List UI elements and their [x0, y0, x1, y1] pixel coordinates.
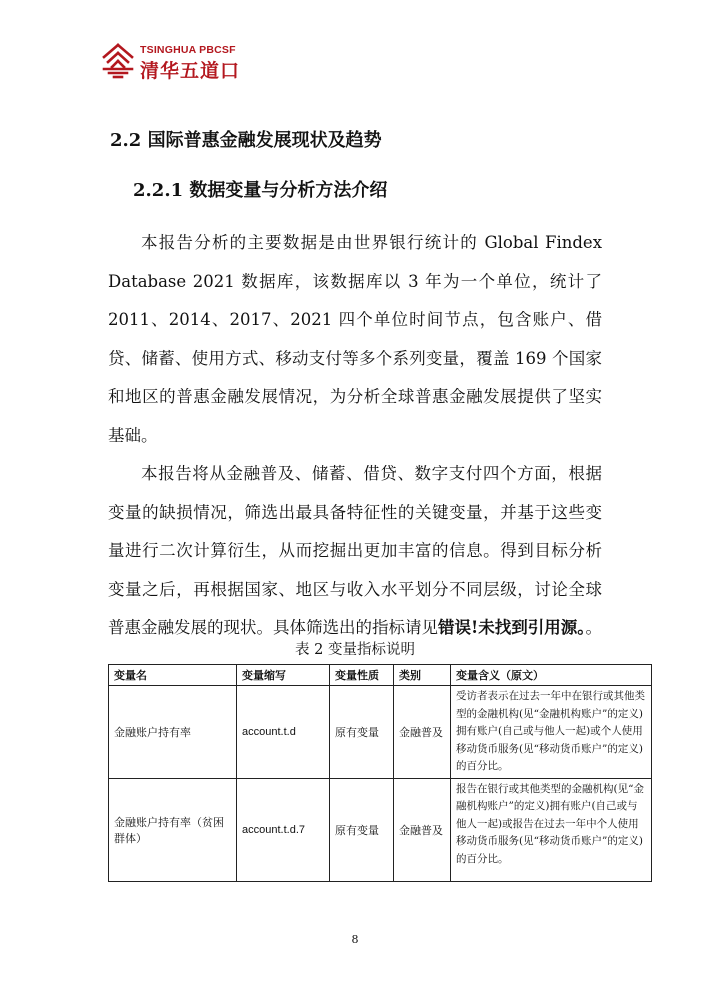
body-text	[108, 224, 602, 648]
table-header-row	[109, 665, 652, 686]
logo-english-text: TSINGHUA PBCSF	[140, 44, 236, 56]
variable-nature-cell: 原有变量	[330, 778, 394, 881]
variable-meaning-text: 报告在银行或其他类型的金融机构(见“金融机构账户”的定义)拥有账户(自己或与他人一起)或报告在过去一年中个人使用移动货币服务(见“移动货币账户”的定义)的百分比。	[456, 782, 644, 865]
table-row	[109, 778, 652, 881]
section-heading: 2.2 国际普惠金融发展现状及趋势	[110, 130, 382, 151]
tsinghua-pbcsf-logo	[100, 40, 260, 90]
table-caption: 表 2 变量指标说明	[295, 642, 415, 658]
variable-table	[108, 664, 652, 882]
subsection-heading: 2.2.1 数据变量与分析方法介绍	[133, 180, 388, 201]
variable-code-cell: account.t.d	[237, 686, 330, 779]
variable-category-cell: 金融普及	[394, 686, 451, 779]
paragraph-2-end: 。	[585, 618, 602, 637]
variable-nature-cell: 原有变量	[330, 686, 394, 779]
variable-meaning-cell: 受访者表示在过去一年中在银行或其他类型的金融机构(见“金融机构账户”的定义)拥有账户(自己或与他人一起)或个人使用移动货币服务(见“移动货币账户”的定义)的百分比。	[451, 686, 652, 779]
column-header: 变量名	[109, 665, 237, 686]
variable-code-cell: account.t.d.7	[237, 778, 330, 881]
logo-mark-icon	[100, 42, 136, 82]
broken-reference: 错误!未找到引用源。	[438, 618, 586, 637]
paragraph-2-main: 本报告将从金融普及、储蓄、借贷、数字支付四个方面，根据变量的缺损情况，筛选出最具备特征性的关键变量，并基于这些变量进行二次计算衍生，从而挖掘出更加丰富的信息。得到目标分析变量之后，再根据国家、地区与收入水平划分不同层级，讨论全球普惠金融发展的现状。具体筛选出的指标请见	[108, 464, 602, 637]
column-header: 变量含义（原文）	[451, 665, 652, 686]
variable-name-cell: 金融账户持有率	[109, 686, 237, 779]
page-number: 8	[351, 933, 359, 946]
variable-meaning-cell	[451, 778, 652, 881]
logo-chinese-text: 清华五道口	[140, 60, 241, 82]
variable-name-cell: 金融账户持有率（贫困群体）	[109, 778, 237, 881]
table-row	[109, 686, 652, 779]
paragraph-2	[108, 455, 602, 648]
paragraph-1: 本报告分析的主要数据是由世界银行统计的 Global Findex Database 2021 数据库，该数据库以 3 年为一个单位，统计了 2011、2014、2017、2021 四个单位时间节点，包含账户、借贷、储蓄、使用方式、移动支付等多个系列变量，覆盖 169 个国家和地区的普惠金融发展情况，为分析全球普惠金融发展提供了坚实基础。	[108, 233, 602, 445]
column-header: 变量性质	[330, 665, 394, 686]
variable-category-cell: 金融普及	[394, 778, 451, 881]
column-header: 类别	[394, 665, 451, 686]
column-header: 变量缩写	[237, 665, 330, 686]
